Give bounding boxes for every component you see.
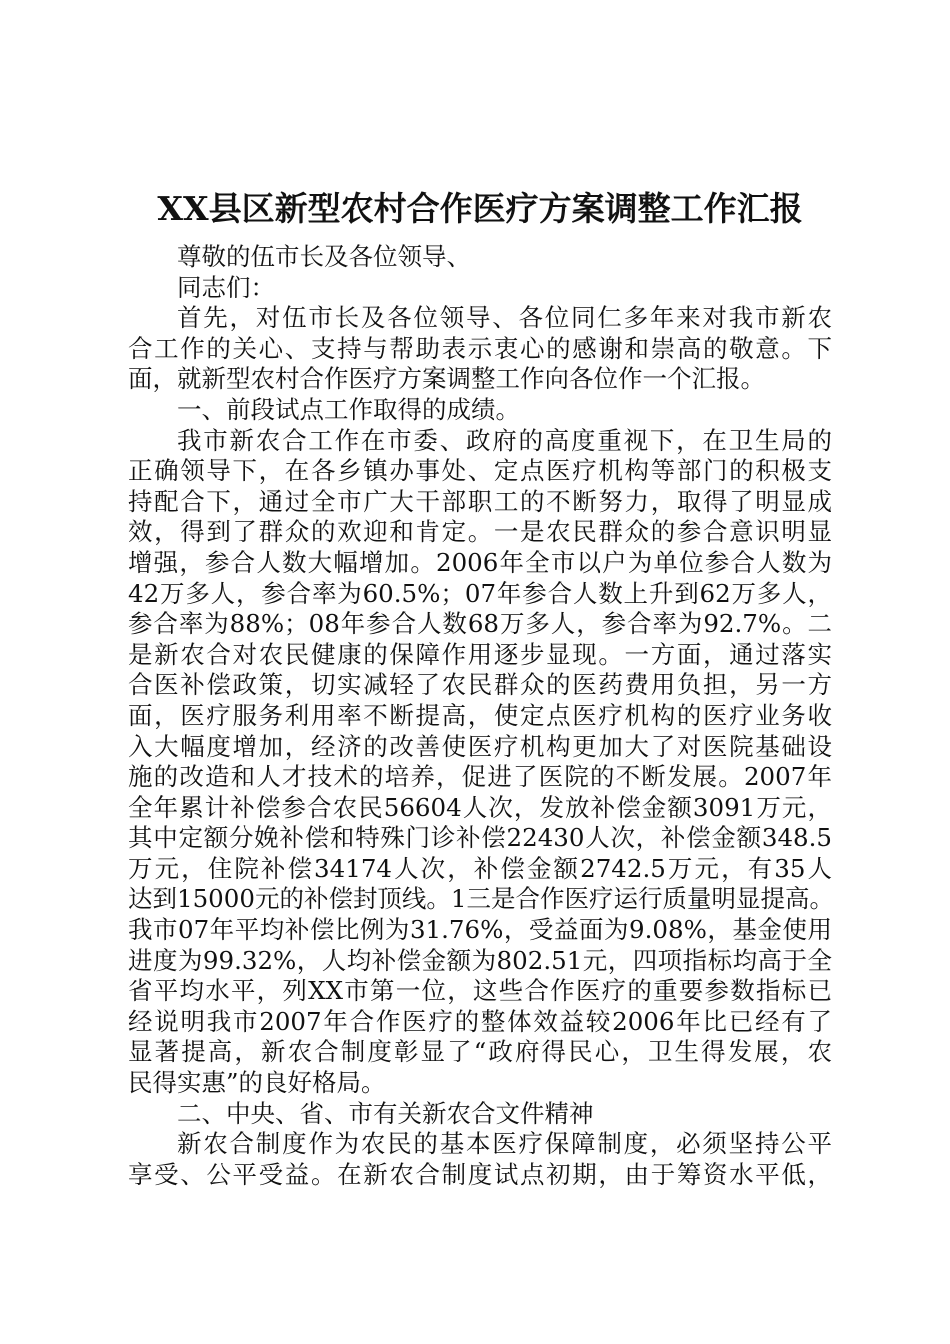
paragraph-line: 合医补偿政策，切实减轻了农民群众的医药费用负担，另一方 [128, 670, 832, 700]
paragraph-line: 显著提高，新农合制度彰显了“政府得民心，卫生得发展，农 [128, 1037, 832, 1067]
section-heading: 一、前段试点工作取得的成绩。 [177, 394, 520, 424]
paragraph-line: 达到15000元的补偿封顶线。1三是合作医疗运行质量明显提高。 [128, 884, 835, 914]
paragraph-line: 参合率为88%；08年参合人数68万多人，参合率为92.7%。二 [128, 609, 832, 639]
paragraph-line: 合工作的关心、支持与帮助表示衷心的感谢和崇高的敬意。下 [128, 333, 832, 363]
paragraph-line: 持配合下，通过全市广大干部职工的不断努力，取得了明显成 [128, 486, 832, 516]
paragraph-line: 施的改造和人才技术的培养，促进了医院的不断发展。2007年 [128, 762, 832, 792]
salutation-line: 尊敬的伍市长及各位领导、 [177, 242, 471, 271]
paragraph-line: 正确领导下，在各乡镇办事处、定点医疗机构等部门的积极支 [128, 456, 832, 486]
paragraph-line: 民得实惠”的良好格局。 [128, 1068, 386, 1098]
paragraph-line: 增强，参合人数大幅增加。2006年全市以户为单位参合人数为 [128, 547, 832, 577]
document-page [128, 180, 835, 1190]
paragraph-line: 首先，对伍市长及各位领导、各位同仁多年来对我市新农 [177, 303, 832, 333]
paragraph-line: 面，就新型农村合作医疗方案调整工作向各位作一个汇报。 [128, 364, 765, 394]
paragraph-line: 入大幅度增加，经济的改善使医疗机构更加大了对医院基础设 [128, 731, 832, 761]
paragraph-line: 经说明我市2007年合作医疗的整体效益较2006年比已经有了 [128, 1006, 832, 1036]
paragraph-line: 42万多人，参合率为60.5%；07年参合人数上升到62万多人， [128, 578, 832, 608]
paragraph-line: 全年累计补偿参合农民56604人次，发放补偿金额3091万元， [128, 792, 832, 822]
paragraph-line: 其中定额分娩补偿和特殊门诊补偿22430人次，补偿金额348.5 [128, 823, 832, 853]
paragraph-line: 万元，住院补偿34174人次，补偿金额2742.5万元，有35人 [128, 853, 832, 883]
paragraph-line: 省平均水平，列XX市第一位，这些合作医疗的重要参数指标已 [128, 976, 832, 1006]
section-heading: 二、中央、省、市有关新农合文件精神 [177, 1098, 594, 1128]
paragraph-line: 我市新农合工作在市委、政府的高度重视下，在卫生局的 [177, 425, 832, 455]
paragraph-line: 面，医疗服务利用率不断提高，使定点医疗机构的医疗业务收 [128, 700, 832, 730]
salutation-line: 同志们： [177, 272, 275, 302]
paragraph-line: 进度为99.32%，人均补偿金额为802.51元，四项指标均高于全 [128, 945, 832, 975]
paragraph-line: 新农合制度作为农民的基本医疗保障制度，必须坚持公平 [177, 1129, 832, 1159]
paragraph-line: 我市07年平均补偿比例为31.76%，受益面为9.08%，基金使用 [128, 915, 832, 945]
paragraph-line: 是新农合对农民健康的保障作用逐步显现。一方面，通过落实 [128, 639, 832, 669]
document-title: XX县区新型农村合作医疗方案调整工作汇报 [157, 189, 803, 228]
paragraph-line: 效，得到了群众的欢迎和肯定。一是农民群众的参合意识明显 [128, 517, 832, 547]
paragraph-line: 享受、公平受益。在新农合制度试点初期，由于筹资水平低， [128, 1159, 832, 1189]
